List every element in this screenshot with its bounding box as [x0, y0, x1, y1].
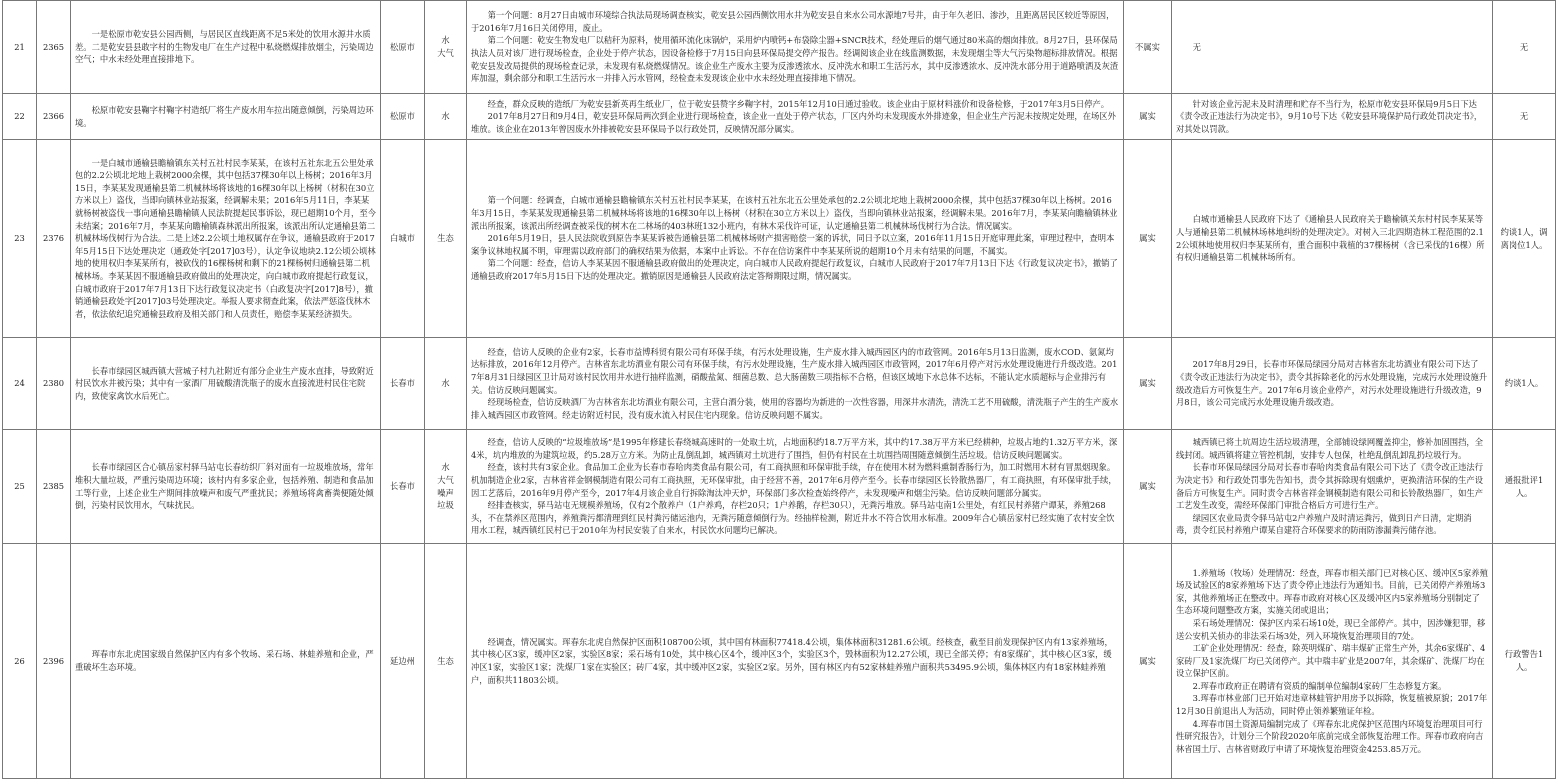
findings-paragraph: 经排查核实，驿马站屯无规模养殖场，仅有2个散养户（1户养鸡，存栏20只；1户养鹅，存栏30只），无粪污堆放。驿马站屯南1公里处，有红民村养猪户谭某，养殖268头，不在禁养区范围内，养殖粪污都清理到红民村粪污储运池内，无粪污随意倾倒行为。经抽样检测，附近井水不符合饮用水标准。2009年合心镇岳家村已经实施了农村安全饮用水工程，城西镇红民村已于2010年为村民安装了自来水，村民饮水问题均已解决。: [471, 500, 1115, 536]
handling-paragraph: 针对该企业污泥未及时清理和贮存不当行为，松原市乾安县环保局9月5日下达《责令改正违法行为决定书》，9月10号下达《乾安县环境保护局行政处罚决定书》，对其处以罚款。: [1176, 98, 1483, 134]
findings-paragraph: 经查，信访人反映的企业有2家，长春市益博科贸有限公司有环保手续，有污水处理设施，生产废水排入城西园区内的市政管网。2016年5月13日监测，废水COD、氨氮均达标排放，2016年12月停产。吉林省东北坊酒业有限公司有环保手续，有污水处理设施，生产废水排入城西园区市政管网，2017年6月停产对污水处理设施进行升级改造。2017年8月31日绿园区卫计局对该村民饮用井水进行抽样监测，硝酸盐氮、细菌总数、总大肠菌数三项指标不合格，但该区域地下水总体不达标，不能认定水质超标与企业排污有关。信访反映问题属实。: [471, 346, 1118, 395]
cell-accountability: 约谈1人，调离岗位1人。: [1493, 140, 1556, 338]
handling-paragraph: 白城市通榆县人民政府下达了《通榆县人民政府关于瞻榆镇关东村村民李某某等人与通榆县第二机械林场林地纠纷的处理决定》。对树入三北四期造林工程范围的2.12公顷林地使用权归李某某所有，重合面积中栽植的37棵杨树（含已采伐的16棵）所有权归通榆县第二机械林场所有。: [1176, 214, 1485, 263]
cell-complaint: 珲春市东北虎国家级自然保护区内有多个牧场、采石场、林蛙养殖和企业，严重破坏生态环境。: [71, 544, 381, 779]
cell-category: 生态: [425, 140, 467, 338]
cell-case-id: 2376: [37, 140, 71, 338]
cell-verdict: 属实: [1124, 94, 1172, 140]
handling-paragraph: 3.珲春市林业部门已开始对违章林蛙管护用房予以拆除，恢复植被原貌；2017年12月30日前退出人为活动，同时停止领养繁殖证年检。: [1176, 693, 1488, 717]
table-row: [3, 430, 1556, 544]
cell-category: 水: [425, 338, 467, 430]
cell-accountability: 通报批评1人。: [1493, 430, 1556, 544]
cell-handling: [1172, 338, 1493, 430]
handling-paragraph: 无: [1192, 41, 1201, 52]
cell-accountability: 无: [1493, 94, 1556, 140]
cell-case-id: 2385: [37, 430, 71, 544]
cell-city: 松原市: [381, 94, 425, 140]
handling-paragraph: 工矿企业处理情况：经查，除英明煤矿、瑞丰煤矿正常生产外，其余6家煤矿、4家砖厂及1家洗煤厂均已关闭停产。其中瑞丰矿业是2007年，其余煤矿、洗煤厂均在设立保护区前。: [1176, 643, 1486, 679]
findings-paragraph: 经查，信访人反映的“垃圾堆放场”是1995年修建长春绕城高速时的一处取土坑，占地面积约18.7万平方米，其中约17.38万平方米已经耕种，垃圾占地约1.32万平方米，深4米，坑内堆放的为建筑垃圾，约5.28万立方米。为防止乱倒乱卸，城西镇对土坑进行了围挡，但仍有村民在土坑围挡周围随意倾倒生活垃圾。信访反映问题属实。: [471, 437, 1118, 460]
findings-paragraph: 经现场检查，信访反映酒厂为吉林省东北坊酒业有限公司，主营白酒分装，使用的容器均为新进的一次性容器，用深井水清洗，清洗工艺不用硫酸，清洗瓶子产生的生产废水排入城西园区市政管网。经走访附近村民，没有废水流入村民住宅内现象。信访反映问题不属实。: [471, 397, 1119, 420]
cell-handling: [1172, 140, 1493, 338]
cell-findings: [467, 94, 1124, 140]
cell-city: 白城市: [381, 140, 425, 338]
cell-handling: [1172, 430, 1493, 544]
cell-case-id: 2396: [37, 544, 71, 779]
cell-findings: [467, 338, 1124, 430]
cell-category: 水 大气 噪声 垃圾: [425, 430, 467, 544]
cell-city: 延边州: [381, 544, 425, 779]
findings-paragraph: 第一个问题：8月27日由城市环境综合执法局现场调查核实，乾安县公园西侧饮用水井为乾安县自来水公司水源地7号井，由于年久老旧、渗沙，且距离居民区较近等原因，于2016年7月16日关闭停用，废止。: [471, 10, 1115, 33]
handling-paragraph: 城西镇已将土坑周边生活垃圾清理，全部铺设绿网覆盖抑尘，修补加固围挡，全线封闭。城西镇将建立管控机制，安排专人包保，杜绝乱倒乱卸乱扔垃圾行为。: [1176, 437, 1483, 460]
complaint-table: [2, 0, 1556, 779]
cell-accountability: 行政警告1人。: [1493, 544, 1556, 779]
cell-handling: [1172, 1, 1493, 94]
cell-complaint: 长春市绿园区城西镇大营城子村九社附近有部分企业生产废水直排，导致附近村民饮水井被污染；其中有一家酒厂用硫酸清洗瓶子的废水直接流进村民住宅院内，致使家禽饮水后死亡。: [71, 338, 381, 430]
findings-paragraph: 第二个问题：乾安生物发电厂以秸秆为原料，使用循环流化床锅炉，采用炉内喷钙+布袋除尘器+SNCR技术，经处理后的烟气通过80米高的烟囱排放。8月27日，县环保局执法人员对该厂进行现场检查，企业处于停产状态，因设备检修于7月15日向县环保局提交停产报告。经调阅该企业在线监测数据，未发现烟尘等大气污染物超标排放情况。根据乾安县发改局提供的现场检查记录，未发现有私烧燃煤情况。该企业生产废水主要为反渗透浓水、反冲洗水和职工生活污水，其中反渗透浓水、反冲洗水部分用于道路喷洒及灰渣库加湿，剩余部分和职工生活污水一并排入污水管网，经检查未发现该企业中水未经处理直接排地下情况。: [471, 35, 1119, 84]
cell-findings: [467, 140, 1124, 338]
cell-findings: [467, 1, 1124, 94]
findings-paragraph: 2016年5月19日，县人民法院收到原告李某某诉被告通榆县第二机械林场财产损害赔偿一案的诉状，同日予以立案，2016年11月15日开庭审理此案，审理过程中，查明本案争议林地权属不明，审理需以政府部门的确权结果为依据，本案中止诉讼。不存在信访案件中李某某所说的超期10个月未有结果的问题，不属实。: [471, 233, 1115, 256]
cell-index: 22: [3, 94, 37, 140]
cell-accountability: 无: [1493, 1, 1556, 94]
findings-paragraph: 经调查，情况属实。珲春东北虎自然保护区面积108700公顷，其中国有林面积77418.4公顷，集体林面积31281.6公顷。经核查，截至目前发现保护区内有13家养殖场，其中核心区3家，缓冲区2家，实验区8家；采石场有10处，其中核心区4个，缓冲区3个，实验区3个，毁林面积为12.27公顷，现已全部关停；有8家煤矿，其中核心区3家，缓冲区1家，实验区1家；洗煤厂1家在实验区；砖厂4家，其中缓冲区2家，实验区2家。另外，国有林区内有52家林蛙养殖户面积共53495.9公顷，集体林区内有18家林蛙养殖户，面积共11803公顷。: [471, 636, 1113, 685]
cell-city: 松原市: [381, 1, 425, 94]
cell-index: 25: [3, 430, 37, 544]
cell-index: 24: [3, 338, 37, 430]
cell-category: 水: [425, 94, 467, 140]
cell-accountability: 约谈1人。: [1493, 338, 1556, 430]
table-row: [3, 544, 1556, 779]
cell-index: 26: [3, 544, 37, 779]
cell-verdict: 属实: [1124, 140, 1172, 338]
cell-verdict: 不属实: [1124, 1, 1172, 94]
findings-paragraph: 第二个问题：经查，信访人李某某因不服通榆县政府做出的处理决定，向白城市人民政府提起行政复议，白城市人民政府于2017年7月13日下达《行政复议决定书》，撤销了通榆县政府2017年5月15日下达的处理决定。撤销原因是通榆县人民政府法定答辩期限过期，情况属实。: [471, 258, 1118, 281]
handling-paragraph: 2017年8月29日，长春市环保局绿园分局对吉林省东北坊酒业有限公司下达了《责令改正违法行为决定书》，责令其拆除老化的污水处理设施，完成污水处理设施升级改造后方可恢复生产。2017年6月该企业停产，对污水处理设施进行升级改造，9月8日，该公司完成污水处理设施升级改造。: [1176, 359, 1488, 408]
cell-findings: [467, 430, 1124, 544]
table-row: [3, 1, 1556, 94]
cell-index: 23: [3, 140, 37, 338]
handling-paragraph: 1.养殖场（牧场）处理情况：经查，珲春市相关部门已对核心区、缓冲区5家养殖场及试验区的8家养殖场下达了责令停止违法行为通知书。目前，已关闭停产养殖场3家，其他养殖场正在整改中。珲春市政府对核心区及缓冲区内5家养殖场分别制定了生态环境问题整改方案，实施关闭或退出；: [1176, 567, 1488, 616]
findings-paragraph: 第一个问题：经调查，白城市通榆县瞻榆镇东关村五社村民李某某，在该村五社东北五公里处承包的2.2公顷北坨地上栽树2000余棵，其中包括37棵30年以上杨树。2016年3月15日，李某某发现通榆县第二机械林场将该地的16棵30年以上杨树（材积在30立方米以上）盗伐，当即向镇林业站报案，经调解未果。2016年7月，李某某向瞻榆镇林业派出所报案，该派出所经调查被采伐的树木在二林场的403林班132小班内，有林木采伐许可证，认定通榆县第二机械林场伐树行为合法。情况属实。: [471, 195, 1118, 231]
findings-paragraph: 经查，该村共有3家企业。食品加工企业为长春市春哈肉类食品有限公司，有工商执照和环保审批手续，存在使用木材为燃料熏制香肠行为，加工时燃用木材有冒黑烟现象。机加制造企业2家，吉林省祥金钢模制造有限公司有工商执照，无环保审批，由于经营不善，2017年6月停产至今。长春市绿园区长铃散热器厂，有工商执照，有环保审批手续，因工艺落后，2016年9月停产至今，2017年4月该企业自行拆除淘汰冲天炉，环保部门多次检查始终停产，未发现噪声和烟尘污染。信访反映问题部分属实。: [471, 462, 1117, 498]
cell-findings: [467, 544, 1124, 779]
cell-complaint: 松原市乾安县鞠字村鞠字村造纸厂将生产废水用车拉出随意倾倒，污染周边环境。: [71, 94, 381, 140]
table-row: [3, 94, 1556, 140]
handling-paragraph: 绿园区农业局责令驿马站屯2户养殖户及时清运粪污，做到日产日清，定期消毒，责令红民村养殖户谭某自建符合环保要求的防雨防渗漏粪污储存池。: [1176, 512, 1472, 536]
cell-handling: [1172, 94, 1493, 140]
cell-city: 长春市: [381, 338, 425, 430]
cell-complaint: 一是白城市通榆县瞻榆镇东关村五社村民李某某，在该村五社东北五公里处承包的2.2公顷北坨地上栽树2000余棵，其中包括37棵30年以上杨树；2016年3月15日，李某某发现通榆县第二机械林场将该地的16棵30年以上杨树（材积在30立方米以上）盗伐，当即向镇林业站报案，经调解未果；2016年5月11日，李某某就杨树被盗伐一事向通榆县瞻榆镇人民法院提起民事诉讼，现已超期10个月，至今未结案；2016年7月，李某某向瞻榆镇森林派出所报案，该派出所认定通榆县第二机械林场伐树行为合法。二是上述2.2公顷土地权属存在争议，通榆县政府于2017年5月15日下达处理决定（通政处字[2017]03号），认定争议地块2.12公顷公顷林地的使用权归李某某所有，被砍伐的16棵杨树和剩下的21棵杨树归通榆县第二机械林场。李某某因不服通榆县政府做出的处理决定，向白城市政府提起行政复议，白城市政府于2017年7月13日下达行政复议决定书（白政复决字[2017]8号），撤销通榆县政处字[2017]03号处理决定。举报人要求彻查此案，依法严惩盗伐林木者，依法依纪追究通榆县政府及相关部门和人员责任，赔偿李某某经济损失。: [71, 140, 381, 338]
findings-paragraph: 2017年8月27日和9月4日，乾安县环保局两次到企业进行现场检查，该企业一直处于停产状态，厂区内外均未发现废水外排迹象，但企业生产污泥未按规定处理，在场区外堆放。该企业在2013年曾因废水外排被乾安县环保局予以行政处罚，反映情况部分属实。: [471, 111, 1116, 134]
cell-case-id: 2380: [37, 338, 71, 430]
cell-verdict: 属实: [1124, 338, 1172, 430]
handling-paragraph: 采石场处理情况：保护区内采石场10处，现已全部停产。其中，因涉嫌犯罪，移送公安机关侦办的非法采石场3处，列入环境恢复治理项目的7处。: [1176, 617, 1486, 641]
cell-city: 长春市: [381, 430, 425, 544]
cell-verdict: 属实: [1124, 430, 1172, 544]
cell-category: 生态: [425, 544, 467, 779]
cell-complaint: 长春市绿园区合心镇岳家村驿马站屯长春纺织厂斜对面有一垃圾堆放场，常年堆积大量垃圾，严重污染周边环境；该村内有多家企业，包括养殖、制造和食品加工等行业，上述企业生产期间排放噪声和废气严重扰民；养殖场将禽畜粪便随处倾倒，污染村民饮用水，气味扰民。: [71, 430, 381, 544]
table-row: [3, 338, 1556, 430]
cell-verdict: 属实: [1124, 544, 1172, 779]
cell-handling: [1172, 544, 1493, 779]
cell-category: 水 大气: [425, 1, 467, 94]
cell-complaint: 一是松原市乾安县公园西侧，与居民区直线距离不足5米处的饮用水源井水质差。二是乾安县县敢字村的生物发电厂在生产过程中私烧燃煤排放烟尘，污染周边空气；中水未经处理直接排地下。: [71, 1, 381, 94]
table-row: [3, 140, 1556, 338]
findings-paragraph: 经查，群众反映的造纸厂为乾安县新英再生纸业厂，位于乾安县赞字乡鞠字村，2015年12月10日通过验收。该企业由于原材料涨价和设备检修，于2017年3月5日停产。: [487, 98, 1110, 109]
cell-case-id: 2366: [37, 94, 71, 140]
cell-case-id: 2365: [37, 1, 71, 94]
handling-paragraph: 长春市环保局绿园分局对长春市春哈肉类食品有限公司下达了《责令改正违法行为决定书》和行政处罚事先告知书，责令其拆除现有烟熏炉，更换清洁环保的生产设备后方可恢复生产。同时责令吉林省祥金钢模制造有限公司和长铃散热器厂，如生产工艺发生改变，需经环保部门审批合格后方可进行生产。: [1176, 462, 1483, 511]
handling-paragraph: 4.珲春市国土资源局编制完成了《珲春东北虎保护区范围内环境复治理项目可行性研究报告》，计划分三个阶段2020年底前完成全部恢复治理工作。珲春市政府向吉林省国土厅、吉林省财政厅申请了环境恢复治理资金4253.85万元。: [1176, 718, 1484, 754]
handling-paragraph: 2.珲春市政府正在聘请有资质的编制单位编制4家砖厂生态修复方案。: [1192, 680, 1447, 691]
cell-index: 21: [3, 1, 37, 94]
